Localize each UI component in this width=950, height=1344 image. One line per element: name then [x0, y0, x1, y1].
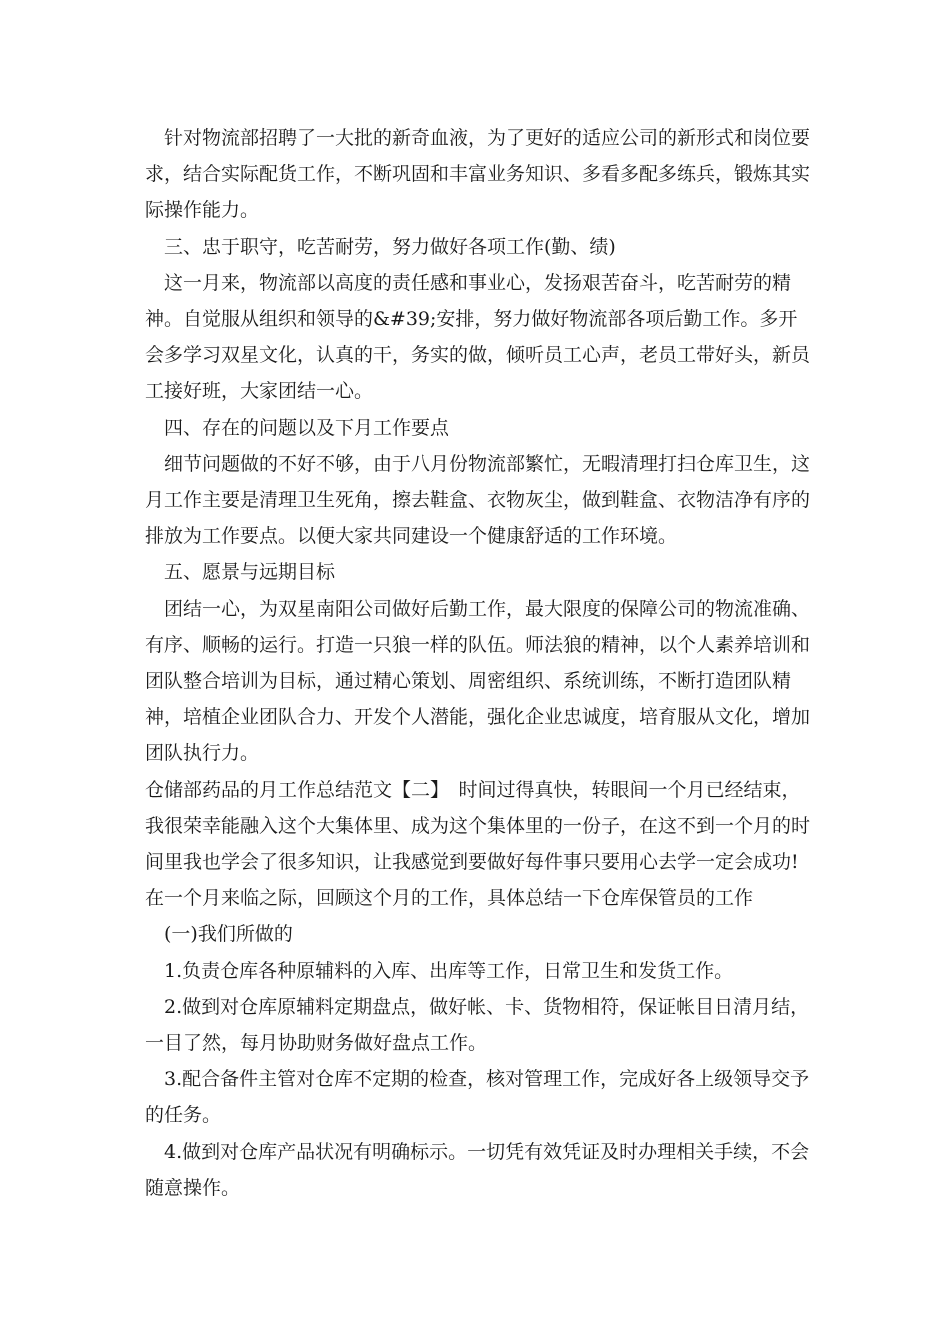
paragraph-diligence: 这一月来，物流部以高度的责任感和事业心，发扬艰苦奋斗，吃苦耐劳的精神。自觉服从组织和领导的&#39;安排，努力做好物流部各项后勤工作。多开会多学习双星文化，认真的干，务实的做，倾听员工心声，老员工带好头，新员工接好班，大家团结一心。	[145, 271, 811, 403]
section-heading-5: 五、愿景与远期目标	[164, 561, 336, 584]
list-item-3: 3.配合备件主管对仓库不定期的检查，核对管理工作，完成好各上级领导交予的任务。	[145, 1068, 810, 1127]
list-item-1: 1.负责仓库各种原辅料的入库、出库等工作，日常卫生和发货工作。	[164, 959, 734, 982]
paragraph-training: 针对物流部招聘了一大批的新奇血液，为了更好的适应公司的新形式和岗位要求，结合实际配货工作，不断巩固和丰富业务知识、多看多配多练兵，锻炼其实际操作能力。	[145, 127, 811, 222]
document-page	[145, 120, 810, 1206]
paragraph-problems: 细节问题做的不好不够，由于八月份物流部繁忙，无暇清理打扫仓库卫生，这月工作主要是清理卫生死角，擦去鞋盒、衣物灰尘，做到鞋盒、衣物洁净有序的排放为工作要点。以便大家共同建设一个健康舒适的工作环境。	[145, 452, 811, 548]
paragraph-vision: 团结一心，为双星南阳公司做好后勤工作，最大限度的保障公司的物流准确、有序、顺畅的运行。打造一只狼一样的队伍。师法狼的精神，以个人素养培训和团队整合培训为目标，通过精心策划、周密组织、系统训练，不断打造团队精神，培植企业团队合力、开发个人潜能，强化企业忠诚度，培育服从文化，增加团队执行力。	[145, 597, 811, 765]
list-item-2: 2.做到对仓库原辅料定期盘点，做好帐、卡、货物相符，保证帐目日清月结，一目了然，每月协助财务做好盘点工作。	[145, 995, 810, 1055]
section-heading-3: 三、忠于职守，吃苦耐劳，努力做好各项工作(勤、绩)	[164, 235, 616, 258]
section-heading-4: 四、存在的问题以及下月工作要点	[164, 416, 450, 439]
paragraph-summary-two: 仓储部药品的月工作总结范文【二】 时间过得真快，转眼间一个月已经结束，我很荣幸能融入这个大集体里、成为这个集体里的一份子，在这不到一个月的时间里我也学会了很多知识，让我感觉到要做好每件事只要用心去学一定会成功!在一个月来临之际，回顾这个月的工作，具体总结一下仓库保管员的工作	[145, 778, 811, 910]
subsection-heading-1: (一)我们所做的	[164, 923, 293, 946]
list-item-4: 4.做到对仓库产品状况有明确标示。一切凭有效凭证及时办理相关手续，不会随意操作。	[145, 1140, 810, 1199]
